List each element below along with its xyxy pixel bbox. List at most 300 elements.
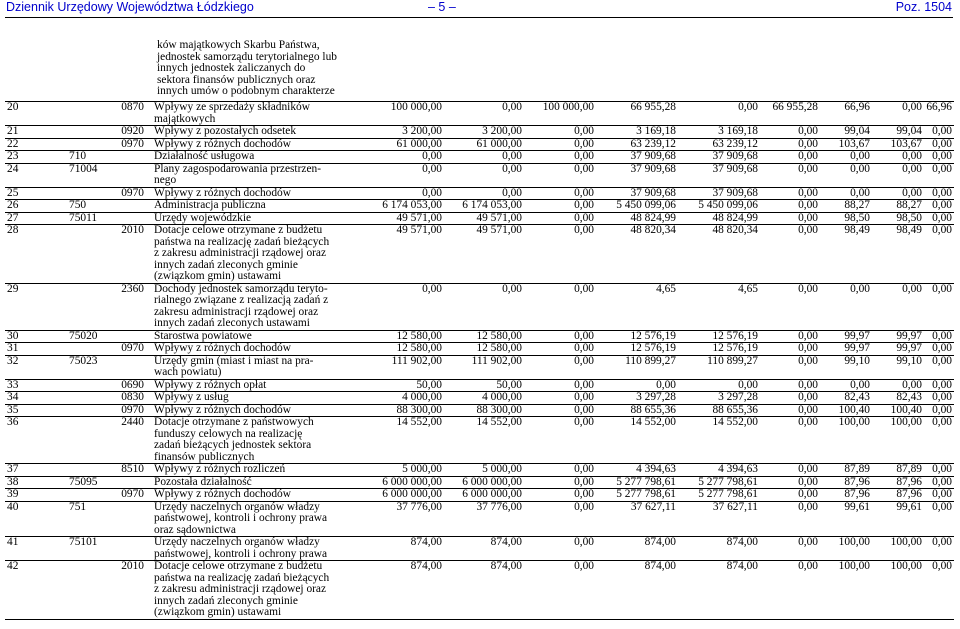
value-cell: 0,00 (924, 561, 954, 620)
value-cell: 103,67 (872, 138, 924, 151)
value-cell: 87,96 (872, 489, 924, 502)
value-cell: 63 239,12 (596, 138, 678, 151)
description-cell (152, 200, 362, 213)
description-line: Wpływy z różnych dochodów (154, 187, 291, 199)
value-cell: 12 580,00 (444, 343, 524, 356)
value-cell: 98,49 (872, 225, 924, 284)
value-cell: 0,00 (524, 489, 596, 502)
value-cell: 48 824,99 (596, 212, 678, 225)
classification-code: 71004 (67, 163, 152, 187)
description-cell (152, 561, 362, 620)
table-row (5, 355, 954, 379)
value-cell: 0,00 (872, 102, 924, 126)
value-cell: 87,89 (872, 464, 924, 477)
value-cell: 0,00 (924, 138, 954, 151)
value-cell: 3 169,18 (678, 126, 760, 139)
page-number: – 5 – (428, 0, 456, 14)
value-cell: 0,00 (924, 537, 954, 561)
value-cell: 0,00 (524, 392, 596, 405)
classification-code: 2360 (67, 283, 152, 330)
table-row (5, 102, 954, 126)
value-cell: 0,00 (524, 187, 596, 200)
row-number: 32 (5, 355, 67, 379)
description-cell (152, 417, 362, 464)
description-cell (152, 102, 362, 126)
row-number: 22 (5, 138, 67, 151)
description-cell (152, 501, 362, 537)
description-line: z zakresu administracji rządowej oraz (154, 247, 327, 259)
value-cell: 0,00 (760, 501, 820, 537)
value-cell: 5 277 798,61 (678, 489, 760, 502)
classification-code: 0970 (67, 489, 152, 502)
description-line: Wpływy z różnych dochodów (154, 404, 291, 416)
value-cell: 82,43 (820, 392, 872, 405)
continued-description-line: innych jednostek zaliczanych do (157, 62, 306, 74)
value-cell: 6 174 053,00 (444, 200, 524, 213)
row-number: 29 (5, 283, 67, 330)
value-cell: 37 909,68 (678, 151, 760, 164)
description-line: Urzędy wojewódzkie (154, 212, 252, 224)
description-line: państwa na realizację zadań bieżących (154, 235, 330, 248)
value-cell: 0,00 (760, 163, 820, 187)
value-cell: 0,00 (760, 355, 820, 379)
value-cell: 98,50 (872, 212, 924, 225)
description-line: Wpływy z różnych dochodów (154, 342, 291, 354)
value-cell: 61 000,00 (362, 138, 444, 151)
value-cell: 63 239,12 (678, 138, 760, 151)
value-cell: 0,00 (524, 212, 596, 225)
value-cell: 49 571,00 (362, 225, 444, 284)
description-cell (152, 187, 362, 200)
description-line: rialnego związane z realizacją zadań z (154, 294, 329, 306)
value-cell: 99,61 (820, 501, 872, 537)
value-cell: 0,00 (924, 476, 954, 489)
value-cell: 0,00 (872, 151, 924, 164)
row-number: 23 (5, 151, 67, 164)
value-cell: 0,00 (524, 379, 596, 392)
table-row (5, 392, 954, 405)
description-line: Dotacje otrzymane z państwowych (154, 416, 314, 428)
table-row (5, 200, 954, 213)
value-cell: 37 909,68 (678, 187, 760, 200)
value-cell: 82,43 (872, 392, 924, 405)
value-cell: 5 277 798,61 (596, 476, 678, 489)
value-cell: 0,00 (444, 163, 524, 187)
value-cell: 0,00 (524, 476, 596, 489)
value-cell: 0,00 (820, 163, 872, 187)
value-cell: 37 909,68 (596, 151, 678, 164)
description-line: Działalność usługowa (154, 150, 255, 162)
value-cell: 12 576,19 (596, 330, 678, 343)
value-cell: 0,00 (924, 212, 954, 225)
description-cell (152, 404, 362, 417)
value-cell: 0,00 (760, 404, 820, 417)
table-row (5, 343, 954, 356)
value-cell: 111 902,00 (362, 355, 444, 379)
classification-code: 2010 (67, 225, 152, 284)
description-line: (związkom gmin) ustawami (154, 606, 282, 618)
description-line: Wpływy z pozostałych odsetek (154, 125, 297, 137)
classification-code: 8510 (67, 464, 152, 477)
description-cell (152, 126, 362, 139)
description-line: z zakresu administracji rządowej oraz (154, 583, 327, 595)
value-cell: 37 776,00 (362, 501, 444, 537)
value-cell: 0,00 (820, 187, 872, 200)
value-cell: 874,00 (444, 537, 524, 561)
value-cell: 0,00 (924, 200, 954, 213)
description-cell (152, 163, 362, 187)
value-cell: 100,00 (820, 561, 872, 620)
description-line: Pozostała działalność (154, 476, 252, 488)
value-cell: 6 000 000,00 (362, 476, 444, 489)
row-number: 39 (5, 489, 67, 502)
classification-code: 0970 (67, 404, 152, 417)
value-cell: 100 000,00 (524, 102, 596, 126)
table-row (5, 187, 954, 200)
value-cell: 4,65 (596, 283, 678, 330)
row-number: 27 (5, 212, 67, 225)
value-cell: 37 627,11 (678, 501, 760, 537)
value-cell: 0,00 (524, 151, 596, 164)
value-cell: 4 000,00 (444, 392, 524, 405)
value-cell: 0,00 (924, 330, 954, 343)
description-cell (152, 355, 362, 379)
value-cell: 874,00 (444, 561, 524, 620)
value-cell: 0,00 (924, 225, 954, 284)
description-line: państwa na realizację zadań bieżących (154, 571, 330, 584)
description-cell (152, 537, 362, 561)
classification-code: 0970 (67, 138, 152, 151)
value-cell: 0,00 (524, 126, 596, 139)
value-cell: 88 655,36 (596, 404, 678, 417)
description-line: nego (154, 174, 177, 186)
value-cell: 0,00 (872, 283, 924, 330)
value-cell: 100,00 (872, 417, 924, 464)
description-line: Urzędy gmin (miast i miast na pra- (154, 355, 314, 367)
description-line: Dochody jednostek samorządu teryto- (154, 283, 328, 295)
description-line: Wpływy ze sprzedaży składników (154, 101, 310, 113)
value-cell: 37 909,68 (596, 187, 678, 200)
description-line: Urzędy naczelnych organów władzy (154, 536, 320, 548)
row-number: 21 (5, 126, 67, 139)
description-line: Dotacje celowe otrzymane z budżetu (154, 560, 323, 572)
description-line: Wpływy z różnych opłat (154, 379, 267, 391)
value-cell: 0,00 (872, 163, 924, 187)
value-cell: 5 450 099,06 (678, 200, 760, 213)
table-row (5, 225, 954, 284)
value-cell: 99,04 (820, 126, 872, 139)
value-cell: 5 000,00 (444, 464, 524, 477)
description-line: finansów publicznych (154, 450, 255, 463)
row-number: 24 (5, 163, 67, 187)
continued-description (157, 40, 357, 98)
description-line: Starostwa powiatowe (154, 330, 252, 342)
value-cell: 3 297,28 (596, 392, 678, 405)
classification-code: 751 (67, 501, 152, 537)
value-cell: 88,27 (872, 200, 924, 213)
value-cell: 0,00 (924, 151, 954, 164)
value-cell: 0,00 (924, 464, 954, 477)
continued-description-line: ków majątkowych Skarbu Państwa, (157, 39, 320, 51)
description-line: Wpływy z usług (154, 391, 229, 403)
description-line: zakresu administracji rządowej oraz (154, 305, 319, 318)
value-cell: 100,40 (872, 404, 924, 417)
journal-title: Dziennik Urzędowy Województwa Łódzkiego (6, 0, 254, 14)
table-row (5, 501, 954, 537)
value-cell: 6 000 000,00 (362, 489, 444, 502)
classification-code: 0970 (67, 343, 152, 356)
value-cell: 3 169,18 (596, 126, 678, 139)
value-cell: 50,00 (444, 379, 524, 392)
value-cell: 14 552,00 (678, 417, 760, 464)
value-cell: 0,00 (820, 151, 872, 164)
value-cell: 0,00 (760, 476, 820, 489)
row-number: 26 (5, 200, 67, 213)
description-line: innych zadań zleconych gminie (154, 258, 298, 271)
value-cell: 0,00 (524, 501, 596, 537)
value-cell: 0,00 (362, 283, 444, 330)
row-number: 25 (5, 187, 67, 200)
value-cell: 49 571,00 (444, 225, 524, 284)
value-cell: 6 000 000,00 (444, 476, 524, 489)
continued-description-line: jednostek samorządu terytorialnego lub (157, 50, 337, 63)
description-line: (związkom gmin) ustawami (154, 270, 282, 282)
value-cell: 5 450 099,06 (596, 200, 678, 213)
value-cell: 0,00 (760, 225, 820, 284)
table-row (5, 330, 954, 343)
value-cell: 0,00 (760, 283, 820, 330)
value-cell: 0,00 (820, 379, 872, 392)
value-cell: 5 277 798,61 (678, 476, 760, 489)
row-number: 40 (5, 501, 67, 537)
row-number: 38 (5, 476, 67, 489)
classification-code: 0920 (67, 126, 152, 139)
value-cell: 12 576,19 (678, 343, 760, 356)
row-number: 41 (5, 537, 67, 561)
table-row (5, 379, 954, 392)
value-cell: 98,49 (820, 225, 872, 284)
classification-code: 0970 (67, 187, 152, 200)
value-cell: 0,00 (362, 151, 444, 164)
table-row (5, 476, 954, 489)
value-cell: 0,00 (760, 489, 820, 502)
description-line: funduszy celowych na realizację (154, 427, 303, 440)
value-cell: 100,00 (820, 417, 872, 464)
budget-table (5, 101, 954, 620)
value-cell: 3 297,28 (678, 392, 760, 405)
value-cell: 0,00 (924, 343, 954, 356)
value-cell: 0,00 (924, 163, 954, 187)
value-cell: 14 552,00 (596, 417, 678, 464)
value-cell: 0,00 (678, 102, 760, 126)
value-cell: 48 820,34 (596, 225, 678, 284)
value-cell: 99,10 (872, 355, 924, 379)
value-cell: 99,04 (872, 126, 924, 139)
continued-description-line: innych umów o podobnym charakterze (157, 85, 335, 97)
value-cell: 0,00 (524, 283, 596, 330)
value-cell: 0,00 (760, 200, 820, 213)
value-cell: 37 909,68 (596, 163, 678, 187)
value-cell: 0,00 (444, 151, 524, 164)
value-cell: 110 899,27 (596, 355, 678, 379)
description-cell (152, 283, 362, 330)
description-cell (152, 151, 362, 164)
table-row (5, 126, 954, 139)
value-cell: 0,00 (524, 138, 596, 151)
value-cell: 5 000,00 (362, 464, 444, 477)
description-cell (152, 392, 362, 405)
row-number: 33 (5, 379, 67, 392)
value-cell: 874,00 (596, 561, 678, 620)
value-cell: 0,00 (524, 355, 596, 379)
value-cell: 0,00 (524, 561, 596, 620)
classification-code: 75011 (67, 212, 152, 225)
value-cell: 48 820,34 (678, 225, 760, 284)
classification-code: 2440 (67, 417, 152, 464)
page-header (5, 0, 953, 18)
value-cell: 0,00 (524, 343, 596, 356)
value-cell: 66,96 (820, 102, 872, 126)
description-line: majątkowych (154, 112, 216, 125)
value-cell: 110 899,27 (678, 355, 760, 379)
row-number: 28 (5, 225, 67, 284)
value-cell: 0,00 (524, 200, 596, 213)
value-cell: 0,00 (924, 379, 954, 392)
value-cell: 0,00 (444, 102, 524, 126)
table-row (5, 283, 954, 330)
description-line: Dotacje celowe otrzymane z budżetu (154, 224, 323, 236)
description-line: Wpływy z różnych dochodów (154, 488, 291, 500)
value-cell: 0,00 (524, 330, 596, 343)
classification-code: 75101 (67, 537, 152, 561)
value-cell: 0,00 (760, 343, 820, 356)
value-cell: 66 955,28 (596, 102, 678, 126)
value-cell: 874,00 (678, 561, 760, 620)
value-cell: 87,96 (820, 489, 872, 502)
value-cell: 0,00 (596, 379, 678, 392)
description-cell (152, 379, 362, 392)
description-line: zadań bieżących jednostek sektora (154, 439, 312, 451)
value-cell: 874,00 (678, 537, 760, 561)
value-cell: 0,00 (760, 392, 820, 405)
value-cell: 14 552,00 (444, 417, 524, 464)
classification-code: 0870 (67, 102, 152, 126)
value-cell: 48 824,99 (678, 212, 760, 225)
description-line: Wpływy z różnych dochodów (154, 138, 291, 150)
description-line: Administracja publiczna (154, 199, 266, 211)
row-number: 37 (5, 464, 67, 477)
value-cell: 0,00 (444, 283, 524, 330)
value-cell: 0,00 (362, 163, 444, 187)
value-cell: 12 576,19 (596, 343, 678, 356)
value-cell: 0,00 (524, 537, 596, 561)
value-cell: 0,00 (444, 187, 524, 200)
description-line: państwowej, kontroli i ochrony prawa (154, 547, 328, 560)
value-cell: 66 955,28 (760, 102, 820, 126)
value-cell: 99,10 (820, 355, 872, 379)
value-cell: 4,65 (678, 283, 760, 330)
row-number: 42 (5, 561, 67, 620)
table-row (5, 561, 954, 620)
value-cell: 4 394,63 (596, 464, 678, 477)
row-number: 34 (5, 392, 67, 405)
table-row (5, 417, 954, 464)
value-cell: 0,00 (924, 501, 954, 537)
value-cell: 50,00 (362, 379, 444, 392)
value-cell: 0,00 (760, 330, 820, 343)
value-cell: 37 776,00 (444, 501, 524, 537)
value-cell: 5 277 798,61 (596, 489, 678, 502)
value-cell: 100 000,00 (362, 102, 444, 126)
value-cell: 37 909,68 (678, 163, 760, 187)
value-cell: 111 902,00 (444, 355, 524, 379)
value-cell: 0,00 (924, 187, 954, 200)
value-cell: 4 394,63 (678, 464, 760, 477)
classification-code: 2010 (67, 561, 152, 620)
value-cell: 0,00 (924, 392, 954, 405)
value-cell: 0,00 (924, 355, 954, 379)
table-row (5, 138, 954, 151)
description-cell (152, 225, 362, 284)
value-cell: 6 174 053,00 (362, 200, 444, 213)
value-cell: 88,27 (820, 200, 872, 213)
table-row (5, 404, 954, 417)
value-cell: 100,00 (872, 537, 924, 561)
value-cell: 0,00 (760, 417, 820, 464)
value-cell: 0,00 (760, 138, 820, 151)
value-cell: 4 000,00 (362, 392, 444, 405)
value-cell: 100,40 (820, 404, 872, 417)
row-number: 35 (5, 404, 67, 417)
value-cell: 61 000,00 (444, 138, 524, 151)
value-cell: 99,61 (872, 501, 924, 537)
value-cell: 88 655,36 (678, 404, 760, 417)
table-row (5, 464, 954, 477)
value-cell: 0,00 (362, 187, 444, 200)
value-cell: 0,00 (872, 379, 924, 392)
description-line: oraz sądownictwa (154, 523, 236, 536)
table-row (5, 489, 954, 502)
value-cell: 98,50 (820, 212, 872, 225)
value-cell: 0,00 (760, 561, 820, 620)
value-cell: 0,00 (524, 417, 596, 464)
value-cell: 874,00 (362, 537, 444, 561)
classification-code: 750 (67, 200, 152, 213)
value-cell: 0,00 (760, 464, 820, 477)
value-cell: 88 300,00 (362, 404, 444, 417)
description-line: innych zadań zleconych gminie (154, 594, 298, 607)
classification-code: 710 (67, 151, 152, 164)
continued-description-line: sektora finansów publicznych oraz (157, 73, 316, 86)
row-number: 30 (5, 330, 67, 343)
value-cell: 0,00 (524, 225, 596, 284)
value-cell: 49 571,00 (444, 212, 524, 225)
table-row (5, 537, 954, 561)
value-cell: 0,00 (924, 126, 954, 139)
value-cell: 3 200,00 (444, 126, 524, 139)
description-cell (152, 212, 362, 225)
row-number: 31 (5, 343, 67, 356)
value-cell: 0,00 (678, 379, 760, 392)
value-cell: 103,67 (820, 138, 872, 151)
value-cell: 66,96 (924, 102, 954, 126)
value-cell: 0,00 (524, 464, 596, 477)
value-cell: 100,00 (872, 561, 924, 620)
value-cell: 87,96 (872, 476, 924, 489)
value-cell: 12 580,00 (362, 343, 444, 356)
value-cell: 0,00 (872, 187, 924, 200)
value-cell: 0,00 (760, 212, 820, 225)
